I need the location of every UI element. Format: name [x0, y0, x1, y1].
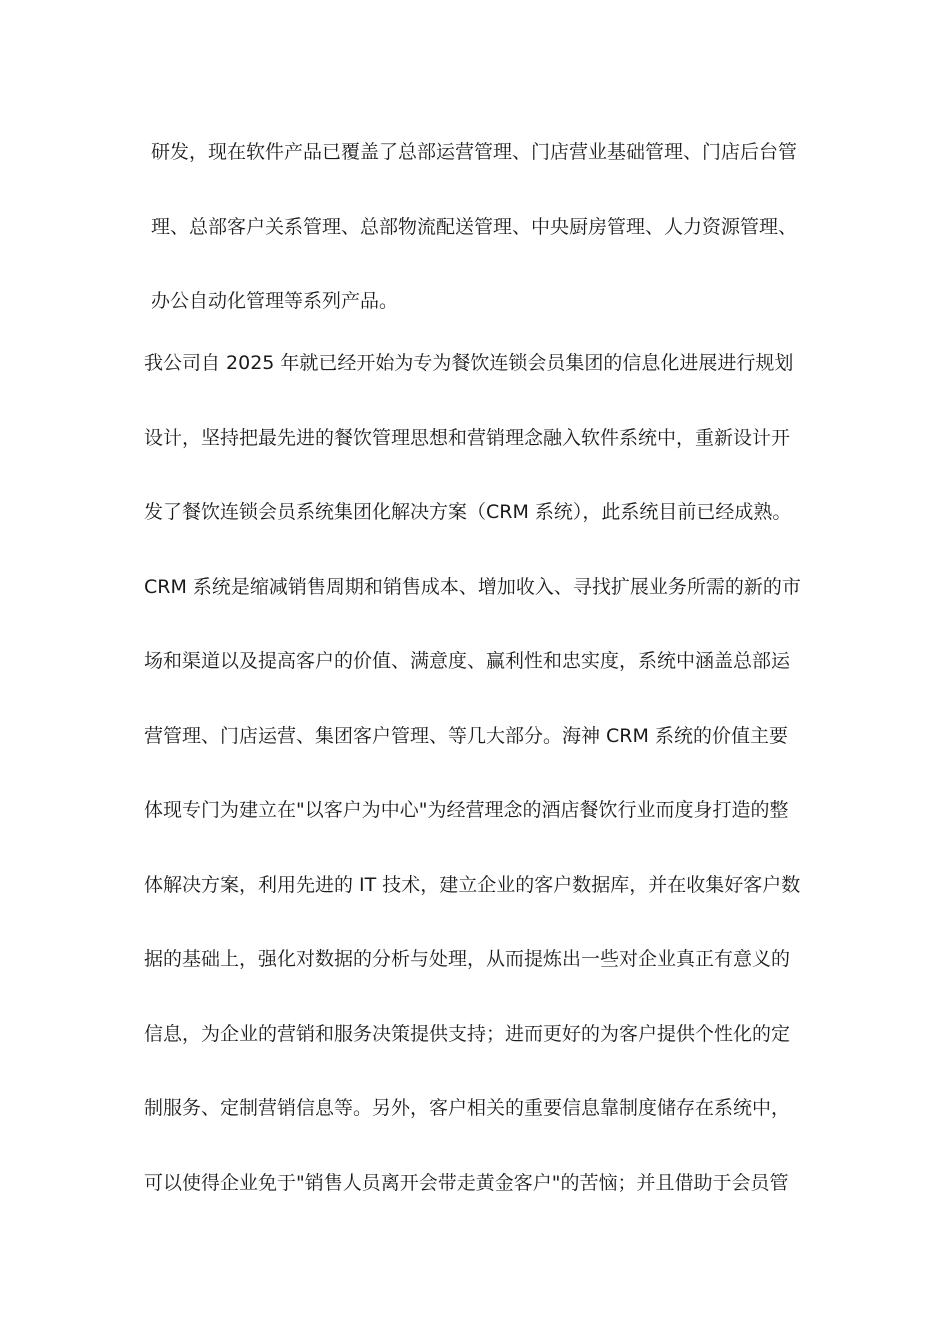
text-line: 据的基础上，强化对数据的分析与处理，从而提炼出一些对企业真正有意义的: [144, 948, 791, 970]
text-line: 研发，现在软件产品已覆盖了总部运营管理、门店营业基础管理、门店后台管: [151, 141, 798, 163]
text-line: CRM 系统是缩减销售周期和销售成本、增加收入、寻找扩展业务所需的新的市: [144, 576, 801, 598]
text-line: 制服务、定制营销信息等。另外，客户相关的重要信息靠制度储存在系统中，: [144, 1097, 791, 1119]
text-line: 我公司自 2025 年就已经开始为专为餐饮连锁会员集团的信息化进展进行规划: [144, 352, 794, 374]
text-line: 体解决方案，利用先进的 IT 技术，建立企业的客户数据库，并在收集好客户数: [144, 874, 801, 896]
text-line: 营管理、门店运营、集团客户管理、等几大部分。海神 CRM 系统的价值主要: [144, 725, 788, 747]
text-line: 体现专门为建立在"以客户为中心"为经营理念的酒店餐饮行业而度身打造的整: [144, 799, 789, 821]
text-line: 发了餐饮连锁会员系统集团化解决方案（CRM 系统），此系统目前已经成熟。: [144, 501, 792, 523]
text-line: 设计，坚持把最先进的餐饮管理思想和营销理念融入软件系统中，重新设计开: [144, 427, 791, 449]
text-line: 可以使得企业免于"销售人员离开会带走黄金客户"的苦恼；并且借助于会员管: [144, 1172, 789, 1194]
text-line: 理、总部客户关系管理、总部物流配送管理、中央厨房管理、人力资源管理、: [151, 216, 798, 238]
text-line: 场和渠道以及提高客户的价值、满意度、赢利性和忠实度，系统中涵盖总部运: [144, 650, 791, 672]
text-line: 信息，为企业的营销和服务决策提供支持；进而更好的为客户提供个性化的定: [144, 1023, 791, 1045]
text-line: 办公自动化管理等系列产品。: [151, 290, 399, 312]
